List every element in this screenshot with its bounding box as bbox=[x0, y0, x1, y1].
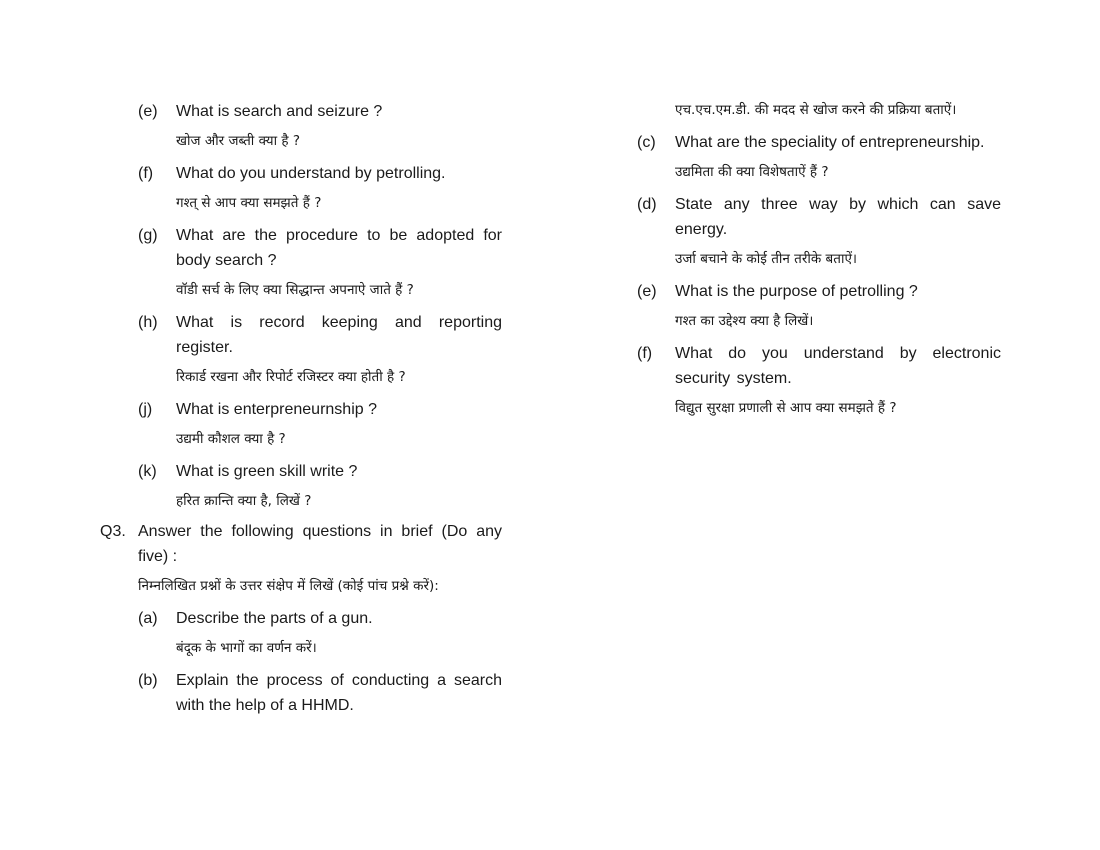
left-items-before bbox=[100, 99, 502, 718]
question-english: Explain the process of conducting a search with the help of a HHMD. bbox=[176, 672, 502, 714]
question-english: What is record keeping and reporting register. bbox=[176, 314, 502, 356]
continuation-hindi: एच.एच.एम.डी. की मदद से खोज करने की प्रक्रिया बताऐं। bbox=[675, 102, 957, 118]
question-label: (e) bbox=[138, 103, 158, 120]
question-item bbox=[637, 130, 1001, 155]
question-hindi: उद्यमिता की क्या विशेषताऐं हैं ? bbox=[675, 164, 829, 180]
section-instruction-english: Answer the following questions in brief (Do any five) : bbox=[138, 523, 502, 565]
section-instruction-hindi: निम्नलिखित प्रश्नों के उत्तर संक्षेप में लिखें (कोई पांच प्रश्ने करें): bbox=[138, 578, 439, 594]
question-hindi: गश्त का उद्देश्य क्या है लिखें। bbox=[675, 313, 814, 329]
question-label: (a) bbox=[138, 610, 158, 627]
question-item bbox=[138, 99, 502, 124]
question-hindi: बंदूक के भागों का वर्णन करें। bbox=[176, 640, 317, 656]
question-item bbox=[637, 341, 1001, 391]
question-hindi: हरित क्रान्ति क्या है, लिखें ? bbox=[176, 493, 312, 509]
question-english: Describe the parts of a gun. bbox=[176, 610, 373, 627]
question-label: (h) bbox=[138, 314, 158, 331]
question-hindi: वॉडी सर्च के लिए क्या सिद्धान्त अपनाऐ जाते हैं ? bbox=[176, 282, 414, 298]
question-label: (j) bbox=[138, 401, 153, 418]
question-item bbox=[637, 279, 1001, 304]
question-label: (f) bbox=[637, 345, 653, 362]
question-hindi: गश्त् से आप क्या समझते हैं ? bbox=[176, 195, 322, 211]
question-english: What are the speciality of entrepreneurship. bbox=[675, 134, 985, 151]
question-label: (g) bbox=[138, 227, 158, 244]
question-english: What do you understand by electronic security system. bbox=[675, 345, 1001, 387]
question-item bbox=[138, 668, 502, 718]
question-item bbox=[138, 397, 502, 422]
question-item bbox=[138, 606, 502, 631]
question-english: What do you understand by petrolling. bbox=[176, 165, 446, 182]
question-label: (b) bbox=[138, 672, 158, 689]
question-item bbox=[138, 459, 502, 484]
question-label: (d) bbox=[637, 196, 657, 213]
question-english: What is search and seizure ? bbox=[176, 103, 383, 120]
question-item bbox=[138, 223, 502, 273]
section-label: Q3. bbox=[100, 523, 126, 540]
section-heading-q3 bbox=[100, 519, 502, 569]
question-hindi: उर्जा बचाने के कोई तीन तरीके बताऐं। bbox=[675, 251, 858, 267]
question-item bbox=[637, 192, 1001, 242]
question-label: (f) bbox=[138, 165, 154, 182]
question-label: (e) bbox=[637, 283, 657, 300]
question-english: What is the purpose of petrolling ? bbox=[675, 283, 918, 300]
left-column bbox=[100, 99, 502, 718]
question-hindi: खोज और जब्ती क्या है ? bbox=[176, 133, 301, 149]
question-item bbox=[138, 310, 502, 360]
question-english: State any three way by which can save energy. bbox=[675, 196, 1001, 238]
question-label: (c) bbox=[637, 134, 656, 151]
question-label: (k) bbox=[138, 463, 157, 480]
question-english: What is enterpreneurnship ? bbox=[176, 401, 377, 418]
right-column bbox=[637, 99, 1001, 419]
question-hindi: उद्यमी कौशल क्या है ? bbox=[176, 431, 286, 447]
question-item bbox=[138, 161, 502, 186]
question-hindi: रिकार्ड रखना और रिपोर्ट रजिस्टर क्या होती है ? bbox=[176, 369, 406, 385]
question-english: What are the procedure to be adopted for body search ? bbox=[176, 227, 502, 269]
question-english: What is green skill write ? bbox=[176, 463, 358, 480]
question-hindi: विद्युत सुरक्षा प्रणाली से आप क्या समझते हैं ? bbox=[675, 400, 897, 416]
